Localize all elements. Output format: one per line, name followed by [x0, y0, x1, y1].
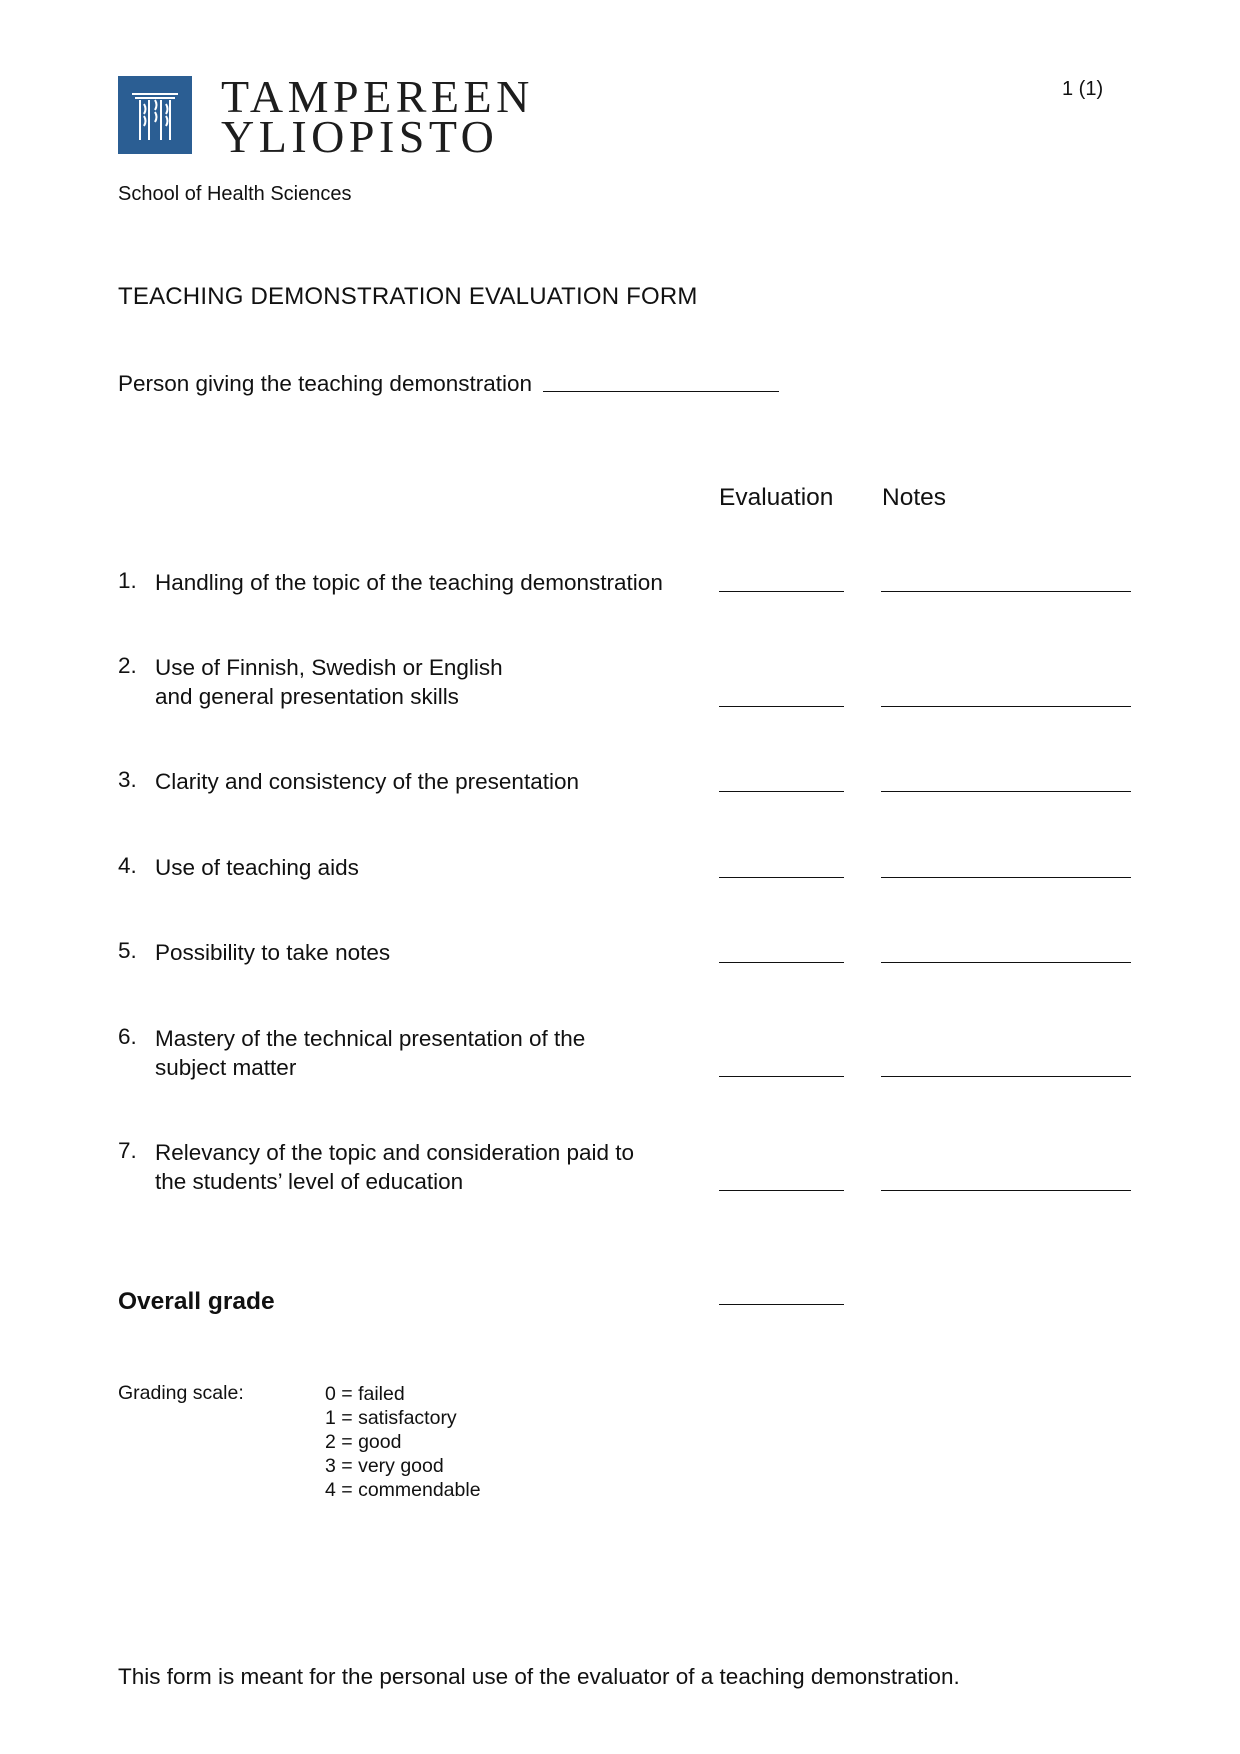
- evaluation-field[interactable]: [719, 706, 844, 707]
- notes-field[interactable]: [881, 706, 1131, 707]
- grading-scale-label: Grading scale:: [118, 1382, 244, 1404]
- item-number: 4.: [118, 853, 137, 878]
- evaluation-column-header: Evaluation: [719, 484, 834, 511]
- item-text: Use of teaching aids: [155, 855, 359, 880]
- grade-item: 3 = very good: [325, 1455, 444, 1477]
- item-number: 7.: [118, 1138, 137, 1163]
- item-text: Clarity and consistency of the presentation: [155, 769, 579, 794]
- evaluation-field[interactable]: [719, 1190, 844, 1191]
- item-text: Handling of the topic of the teaching demonstration: [155, 570, 663, 595]
- notes-field[interactable]: [881, 1076, 1131, 1077]
- school-name: School of Health Sciences: [118, 183, 352, 205]
- grade-item: 2 = good: [325, 1431, 402, 1453]
- item-number: 2.: [118, 653, 137, 678]
- notes-field[interactable]: [881, 877, 1131, 878]
- evaluation-field[interactable]: [719, 1076, 844, 1077]
- person-label: Person giving the teaching demonstration: [118, 371, 533, 396]
- notes-field[interactable]: [881, 1190, 1131, 1191]
- notes-field[interactable]: [881, 591, 1131, 592]
- notes-field[interactable]: [881, 962, 1131, 963]
- item-number: 5.: [118, 938, 137, 963]
- evaluation-field[interactable]: [719, 962, 844, 963]
- grading-scale-list: [325, 1382, 481, 1502]
- item-number: 6.: [118, 1024, 137, 1049]
- grade-item: 4 = commendable: [325, 1479, 481, 1501]
- overall-grade-label: Overall grade: [118, 1288, 275, 1315]
- evaluation-field[interactable]: [719, 877, 844, 878]
- item-text: Use of Finnish, Swedish or English and general presentation skills: [155, 655, 503, 709]
- evaluation-field[interactable]: [719, 791, 844, 792]
- page-number: 1 (1): [1062, 78, 1104, 100]
- evaluation-field[interactable]: [719, 591, 844, 592]
- item-number: 3.: [118, 767, 137, 792]
- logo-wordmark-line2: YLIOPISTO: [221, 111, 499, 162]
- person-name-field[interactable]: [543, 391, 779, 392]
- item-text: Possibility to take notes: [155, 940, 391, 965]
- item-text: Relevancy of the topic and consideration paid to the students’ level of education: [155, 1140, 635, 1194]
- footer-note: This form is meant for the personal use of the evaluator of a teaching demonstration.: [118, 1664, 960, 1689]
- item-number: 1.: [118, 568, 137, 593]
- grade-item: 1 = satisfactory: [325, 1407, 457, 1429]
- university-logo-emblem: [118, 76, 192, 154]
- overall-grade-field[interactable]: [719, 1304, 844, 1305]
- grade-item: 0 = failed: [325, 1383, 405, 1405]
- column-emblem-icon: [118, 76, 192, 154]
- logo-wordmark-line1: TAMPEREEN: [221, 71, 534, 122]
- item-text: Mastery of the technical presentation of the subject matter: [155, 1026, 586, 1080]
- notes-column-header: Notes: [882, 484, 947, 511]
- form-title: TEACHING DEMONSTRATION EVALUATION FORM: [118, 283, 698, 310]
- notes-field[interactable]: [881, 791, 1131, 792]
